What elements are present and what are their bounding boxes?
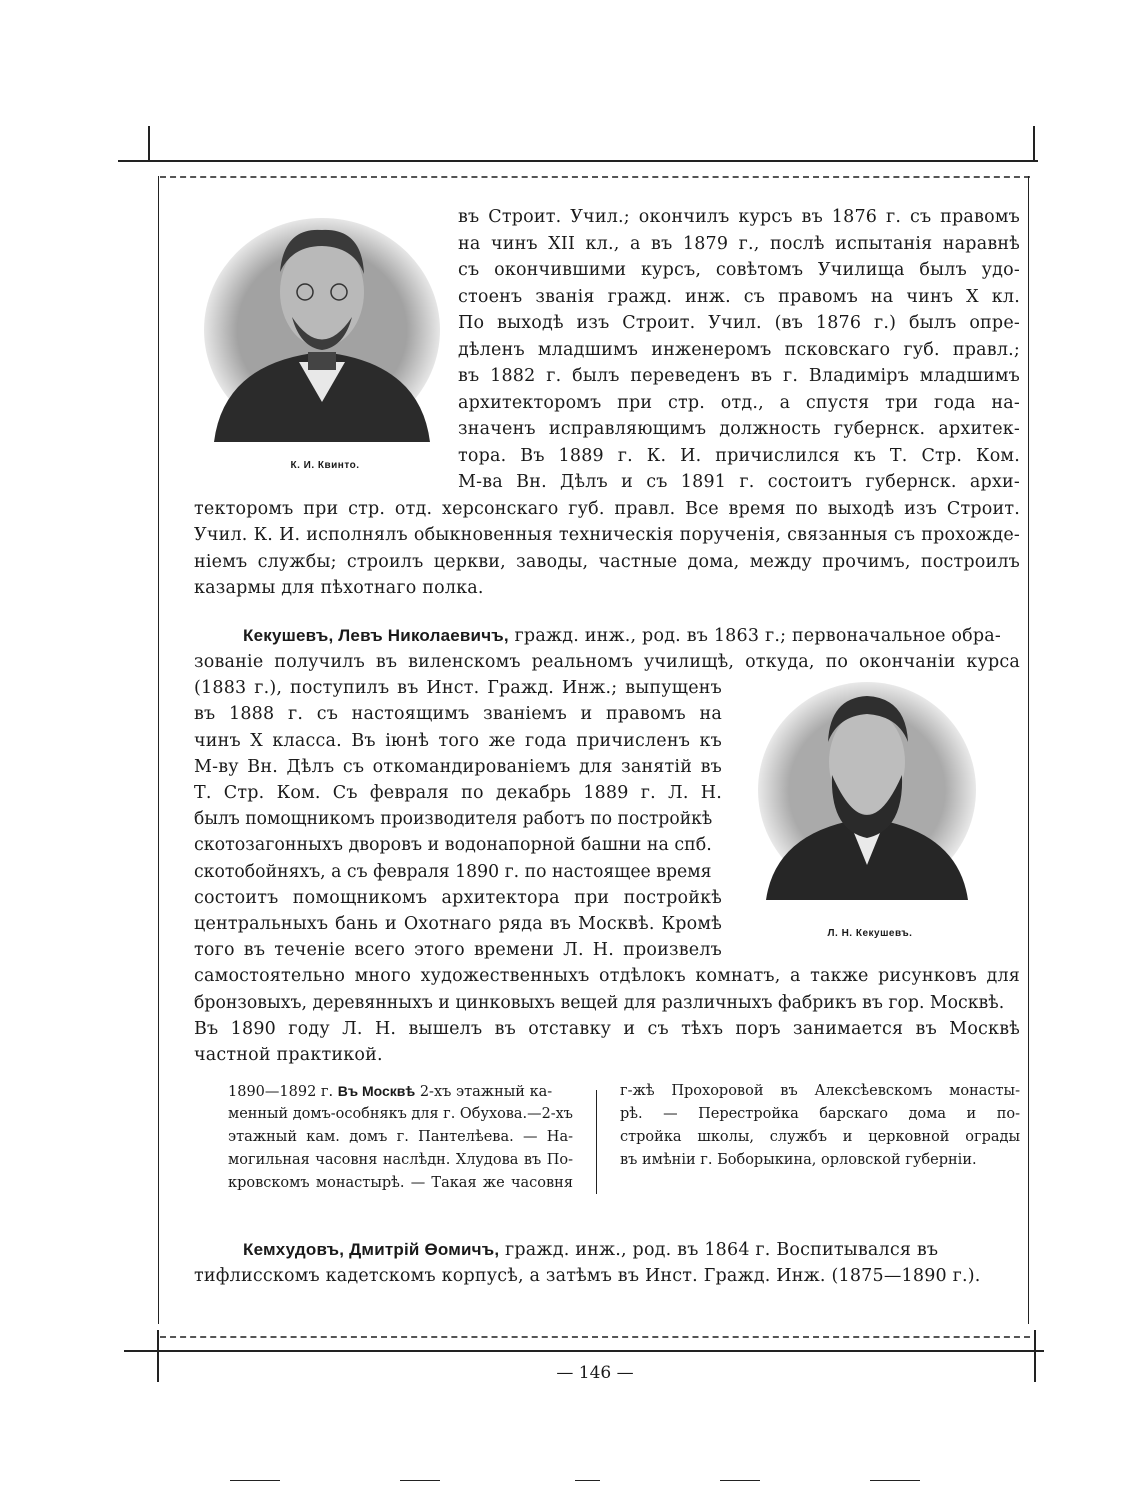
bottom-left-tick bbox=[157, 1330, 159, 1382]
text-line: былъ помощникомъ производителя работъ по постройкѣ bbox=[194, 809, 713, 830]
top-frame-rule bbox=[118, 160, 1038, 162]
text-line: центральныхъ бань и Охотнаго ряда въ Москвѣ. Кромѣ bbox=[194, 914, 722, 934]
right-border-line bbox=[1028, 176, 1029, 1324]
text-line: Въ 1890 году Л. Н. вышелъ въ отставку и съ тѣхъ поръ занимается въ Москвѣ bbox=[194, 1018, 1020, 1039]
top-dashed-rule bbox=[160, 176, 1030, 178]
kekushev-first-line-rest: гражд. инж., род. въ 1863 г.; первоначальное обра- bbox=[508, 626, 1002, 646]
text-line: архитекторомъ при стр. отд., а спустя три года на- bbox=[458, 392, 1020, 413]
top-right-tick bbox=[1033, 126, 1035, 162]
text-line: г-жѣ Прохоровой въ Алексѣевскомъ монасты- bbox=[620, 1083, 1020, 1099]
page-number: — 146 — bbox=[556, 1363, 634, 1383]
text-line: бронзовыхъ, деревянныхъ и цинковыхъ вещей для различныхъ фабрикъ въ гор. Москвѣ. bbox=[194, 992, 1005, 1013]
works-place: Въ Москвѣ bbox=[337, 1083, 416, 1099]
text-line: менный домъ-особнякъ для г. Обухова.—2-хъ bbox=[228, 1106, 573, 1122]
column-divider bbox=[596, 1090, 597, 1194]
text-line: чинъ X класса. Въ іюнѣ того же года причисленъ къ bbox=[194, 730, 722, 751]
text-line: Учил. К. И. исполнялъ обыкновенныя техническія порученія, связанныя съ прохожде- bbox=[194, 525, 1020, 545]
text-line: По выходѣ изъ Строит. Учил. (въ 1876 г.) былъ опре- bbox=[458, 313, 1020, 333]
scan-mark bbox=[400, 1480, 440, 1481]
caption-kekushev: Л. Н. Кекушевъ. bbox=[827, 928, 913, 939]
text-line: въ Строит. Учил.; окончилъ курсъ въ 1876 г. съ правомъ bbox=[458, 207, 1020, 227]
scan-mark bbox=[575, 1480, 600, 1481]
kemkhudov-first-line-rest: гражд. инж., род. въ 1864 г. Воспитывался въ bbox=[499, 1240, 939, 1260]
text-line: стройка школы, службъ и церковной ограды bbox=[620, 1129, 1020, 1145]
text-line: значенъ исправляющимъ должность губернск. архитек- bbox=[458, 419, 1020, 439]
text-line: кровскомъ монастырѣ. — Такая же часовня bbox=[228, 1175, 573, 1191]
text-line: зованіе получилъ въ виленскомъ реальномъ училищѣ, откуда, по окончаніи курса bbox=[194, 652, 1020, 672]
text-line: въ 1888 г. съ настоящимъ званіемъ и правомъ на bbox=[194, 704, 722, 725]
works-first-line-rest: 2-хъ этажный ка- bbox=[415, 1084, 553, 1100]
scan-mark bbox=[230, 1480, 280, 1481]
text-line: тифлисскомъ кадетскомъ корпусѣ, а затѣмъ въ Инст. Гражд. Инж. (1875—1890 г.). bbox=[194, 1266, 981, 1286]
text-line: самостоятельно много художественныхъ отдѣлокъ комнатъ, а также рисунковъ для bbox=[194, 966, 1020, 987]
text-line: текторомъ при стр. отд. херсонскаго губ. правл. Все время по выходѣ изъ Строит. bbox=[194, 498, 1020, 519]
text-line: этажный кам. домъ г. Пантелѣева. — На- bbox=[228, 1129, 573, 1145]
kemkhudov-heading-line bbox=[243, 1238, 938, 1262]
works-first-line bbox=[228, 1080, 552, 1103]
text-line: дѣленъ младшимъ инженеромъ псковскаго губ. правл.; bbox=[458, 339, 1020, 360]
text-line: М-ву Вн. Дѣлъ съ откомандированіемъ для занятій въ bbox=[194, 756, 722, 777]
text-line: въ 1882 г. былъ переведенъ въ г. Владиміръ младшимъ bbox=[458, 366, 1020, 386]
text-line: состоитъ помощникомъ архитектора при постройкѣ bbox=[194, 887, 722, 908]
text-line: могильная часовня наслѣдн. Хлудова въ По- bbox=[228, 1152, 573, 1168]
text-line: рѣ. — Перестройка барскаго дома и по- bbox=[620, 1106, 1020, 1122]
scan-mark bbox=[720, 1480, 760, 1481]
kekushev-heading-line bbox=[243, 624, 1001, 648]
bottom-right-tick bbox=[1034, 1330, 1036, 1382]
bottom-frame-rule bbox=[124, 1350, 1044, 1352]
text-line: (1883 г.), поступилъ въ Инст. Гражд. Инж.; выпущенъ bbox=[194, 678, 722, 699]
text-line: съ окончившими курсъ, совѣтомъ Училища былъ удо- bbox=[458, 260, 1020, 280]
text-line: въ имѣніи г. Боборыкина, орловской губерніи. bbox=[620, 1152, 977, 1168]
scan-mark bbox=[870, 1480, 920, 1481]
portrait-kvinto bbox=[204, 212, 440, 442]
text-line: казармы для пѣхотнаго полка. bbox=[194, 578, 484, 598]
caption-kvinto: К. И. Квинто. bbox=[290, 460, 360, 471]
text-line: частной практикой. bbox=[194, 1045, 383, 1065]
bottom-dashed-rule bbox=[160, 1336, 1030, 1338]
text-line: на чинъ XII кл., а въ 1879 г., послѣ испытанія наравнѣ bbox=[458, 233, 1020, 254]
text-line: тора. Въ 1889 г. К. И. причислился къ Т. Стр. Ком. bbox=[458, 445, 1020, 466]
entry-name-kekushev: Кекушевъ, Левъ Николаевичъ, bbox=[243, 626, 509, 645]
works-years: 1890—1892 г. bbox=[228, 1084, 334, 1100]
text-line: скотобойняхъ, а съ февраля 1890 г. по настоящее время bbox=[194, 861, 712, 882]
portrait-kekushev bbox=[758, 680, 976, 900]
entry-name-kemkhudov: Кемхудовъ, Дмитрій Өомичъ, bbox=[243, 1240, 500, 1259]
text-line: скотозагонныхъ дворовъ и водонапорной башни на спб. bbox=[194, 835, 712, 856]
text-line: стоенъ званія гражд. инж. съ правомъ на чинъ X кл. bbox=[458, 286, 1020, 307]
text-line: М-ва Вн. Дѣлъ и съ 1891 г. состоитъ губернск. архи- bbox=[458, 472, 1020, 492]
top-left-tick bbox=[148, 126, 150, 162]
left-border-line bbox=[158, 176, 159, 1324]
text-line: Т. Стр. Ком. Съ февраля по декабрь 1889 г. Л. Н. bbox=[194, 783, 722, 803]
text-line: ніемъ службы; строилъ церкви, заводы, частные дома, между прочимъ, построилъ bbox=[194, 551, 1020, 572]
text-line: того въ теченіе всего этого времени Л. Н. произвелъ bbox=[194, 940, 722, 961]
